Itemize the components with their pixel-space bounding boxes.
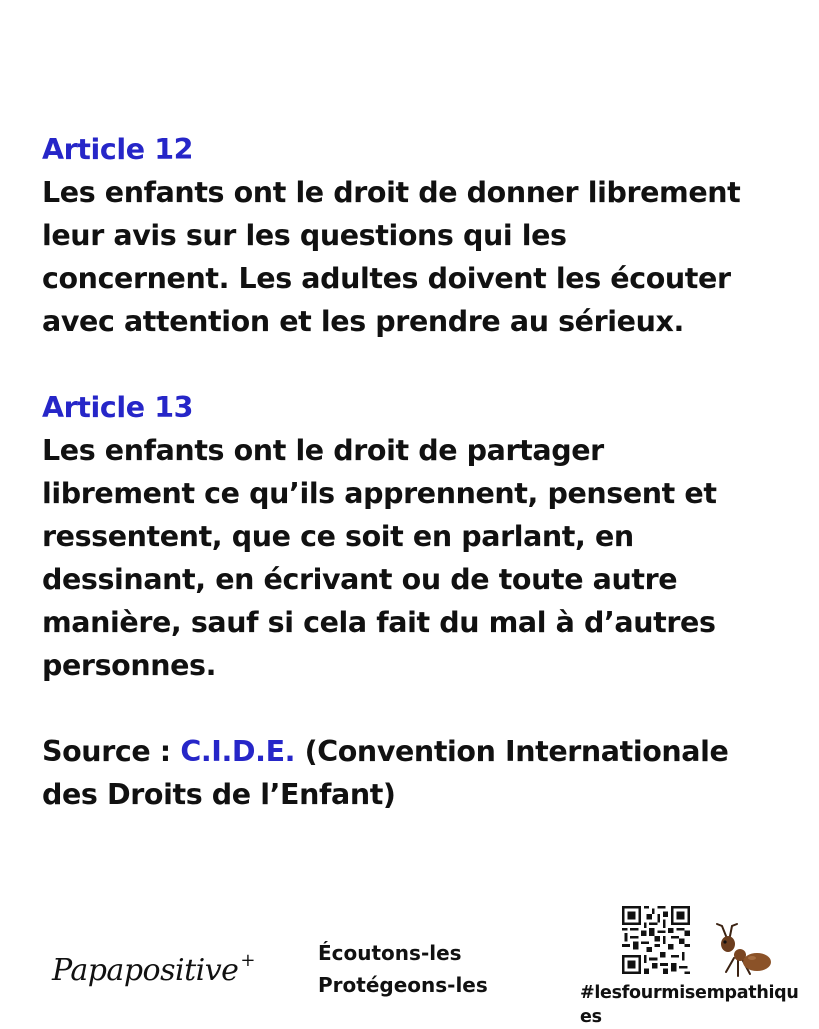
article-13-line: manière, sauf si cela fait du mal à d’autres: [42, 606, 716, 639]
article-12-title: Article 12: [42, 133, 194, 166]
logo-mark: +: [240, 950, 256, 971]
papapositive-logo: [52, 950, 255, 988]
article-13-line: librement ce qu’ils apprennent, pensent et: [42, 477, 717, 510]
source-citation: [42, 730, 802, 816]
article-13-line: personnes.: [42, 649, 217, 682]
article-13-line: dessinant, en écrivant ou de toute autre: [42, 563, 678, 596]
ant-icon: [710, 922, 774, 980]
source-acronym: C.I.D.E.: [180, 735, 296, 768]
article-12-line: concernent. Les adultes doivent les écouter: [42, 262, 731, 295]
article-13-line: ressentent, que ce soit en parlant, en: [42, 520, 634, 553]
article-13-title: Article 13: [42, 391, 194, 424]
slogan: [318, 937, 488, 1001]
article-13: [42, 386, 802, 687]
article-12-line: leur avis sur les questions qui les: [42, 219, 567, 252]
article-13-line: Les enfants ont le droit de partager: [42, 434, 604, 467]
source-line-2: des Droits de l’Enfant): [42, 778, 396, 811]
source-rest: (Convention Internationale: [295, 735, 729, 768]
hashtag: #lesfourmisempathiques: [580, 983, 799, 1027]
slogan-line-1: Écoutons-les: [318, 941, 462, 965]
slogan-line-2: Protégeons-les: [318, 973, 488, 997]
article-12: [42, 128, 802, 343]
article-12-line: Les enfants ont le droit de donner librement: [42, 176, 741, 209]
document-body: [42, 128, 802, 859]
source-prefix: Source :: [42, 735, 181, 768]
article-12-line: avec attention et les prendre au sérieux.: [42, 305, 684, 338]
qr-code-icon: [622, 906, 690, 974]
logo-text: Papapositive: [52, 953, 239, 988]
